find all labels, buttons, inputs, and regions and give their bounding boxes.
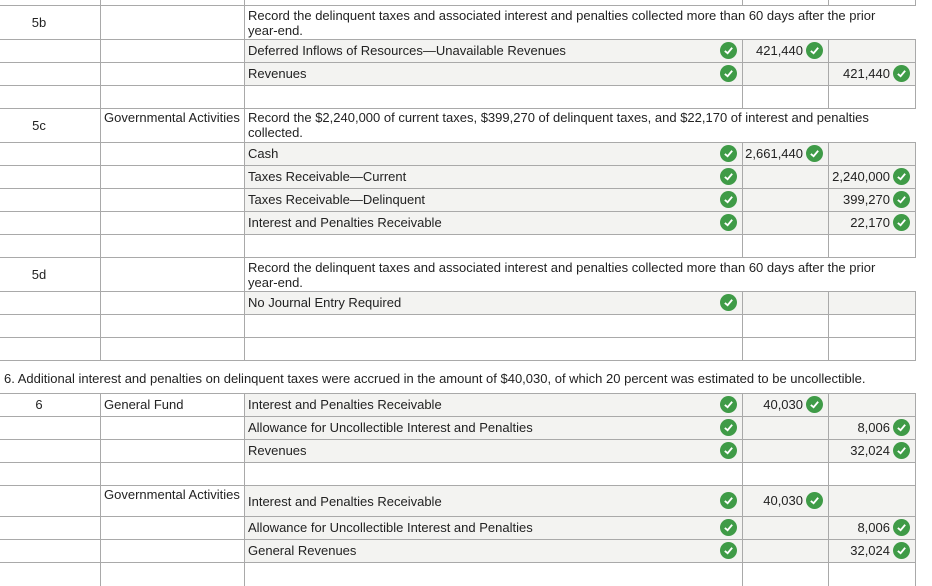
- entry-number: 5c: [32, 118, 46, 133]
- check-icon: [893, 191, 910, 208]
- journal-line[interactable]: [0, 417, 916, 440]
- entry-description: Record the $2,240,000 of current taxes, $399,270 of delinquent taxes, and $22,170 of interest and penalties collected.: [248, 110, 869, 140]
- journal-line[interactable]: [0, 166, 916, 189]
- journal-line[interactable]: [0, 292, 916, 315]
- check-icon: [720, 214, 737, 231]
- check-icon: [893, 419, 910, 436]
- check-icon: [720, 442, 737, 459]
- fund-label[interactable]: General Fund: [104, 397, 184, 412]
- check-icon: [893, 214, 910, 231]
- problem-description: [0, 361, 916, 394]
- debit-amount[interactable]: 2,661,440: [745, 146, 803, 161]
- debit-amount[interactable]: 40,030: [763, 493, 803, 508]
- account-select[interactable]: Revenues: [248, 66, 307, 81]
- problem-text: 6. Additional interest and penalties on delinquent taxes were accrued in the amount of $40,030, of which 20 percent was estimated to be uncollectible.: [4, 371, 866, 386]
- check-icon: [720, 42, 737, 59]
- account-select[interactable]: Taxes Receivable—Delinquent: [248, 192, 426, 207]
- empty-row: [0, 463, 916, 486]
- journal-line[interactable]: [0, 40, 916, 63]
- check-icon: [720, 419, 737, 436]
- check-icon: [720, 396, 737, 413]
- entry-header-row: [0, 6, 916, 40]
- credit-amount[interactable]: 421,440: [843, 66, 890, 81]
- entry-number: 5d: [31, 267, 47, 282]
- entry-number: 5b: [31, 15, 47, 30]
- journal-line[interactable]: [0, 440, 916, 463]
- check-icon: [806, 396, 823, 413]
- account-select[interactable]: Revenues: [248, 443, 307, 458]
- check-icon: [720, 519, 737, 536]
- check-icon: [893, 542, 910, 559]
- journal-line[interactable]: [0, 143, 916, 166]
- check-icon: [806, 42, 823, 59]
- entry-header-row: [0, 109, 916, 143]
- check-icon: [720, 191, 737, 208]
- journal-line[interactable]: [0, 189, 916, 212]
- account-select[interactable]: Allowance for Uncollectible Interest and Penalties: [248, 420, 533, 435]
- check-icon: [720, 145, 737, 162]
- journal-line[interactable]: [0, 540, 916, 563]
- check-icon: [893, 442, 910, 459]
- check-icon: [806, 145, 823, 162]
- entry-description: Record the delinquent taxes and associated interest and penalties collected more than 60 days after the prior year-end.: [248, 8, 876, 38]
- fund-label: Governmental Activities: [104, 110, 240, 125]
- journal-line[interactable]: [0, 394, 916, 417]
- account-select[interactable]: Interest and Penalties Receivable: [248, 494, 442, 509]
- entry-description: Record the delinquent taxes and associated interest and penalties collected more than 60 days after the prior year-end.: [248, 260, 876, 290]
- credit-amount[interactable]: 2,240,000: [832, 169, 890, 184]
- journal-line[interactable]: [0, 212, 916, 235]
- account-select[interactable]: Taxes Receivable—Current: [248, 169, 407, 184]
- check-icon: [720, 542, 737, 559]
- entry-number: 6: [35, 397, 43, 412]
- debit-amount[interactable]: 421,440: [756, 43, 803, 58]
- credit-amount[interactable]: 399,270: [843, 192, 890, 207]
- account-select[interactable]: Interest and Penalties Receivable: [248, 215, 442, 230]
- credit-amount[interactable]: 32,024: [850, 543, 890, 558]
- credit-amount[interactable]: 8,006: [857, 520, 890, 535]
- account-select[interactable]: General Revenues: [248, 543, 357, 558]
- credit-amount[interactable]: 8,006: [857, 420, 890, 435]
- credit-amount[interactable]: 32,024: [850, 443, 890, 458]
- empty-row: [0, 235, 916, 258]
- check-icon: [720, 168, 737, 185]
- journal-line[interactable]: [0, 517, 916, 540]
- check-icon: [806, 492, 823, 509]
- account-select[interactable]: Deferred Inflows of Resources—Unavailable Revenues: [248, 43, 566, 58]
- account-select[interactable]: Interest and Penalties Receivable: [248, 397, 442, 412]
- journal-line[interactable]: [0, 486, 916, 517]
- check-icon: [893, 168, 910, 185]
- fund-label[interactable]: Governmental Activities: [104, 487, 240, 502]
- empty-row: [0, 338, 916, 361]
- check-icon: [720, 492, 737, 509]
- account-select[interactable]: Cash: [248, 146, 279, 161]
- entry-header-row: [0, 258, 916, 292]
- check-icon: [720, 65, 737, 82]
- account-select[interactable]: No Journal Entry Required: [248, 295, 402, 310]
- check-icon: [720, 294, 737, 311]
- check-icon: [893, 65, 910, 82]
- empty-row: [0, 315, 916, 338]
- credit-amount[interactable]: 22,170: [850, 215, 890, 230]
- empty-row: [0, 86, 916, 109]
- check-icon: [893, 519, 910, 536]
- account-select[interactable]: Allowance for Uncollectible Interest and Penalties: [248, 520, 533, 535]
- debit-amount[interactable]: 40,030: [763, 397, 803, 412]
- empty-row: [0, 563, 916, 586]
- journal-line[interactable]: [0, 63, 916, 86]
